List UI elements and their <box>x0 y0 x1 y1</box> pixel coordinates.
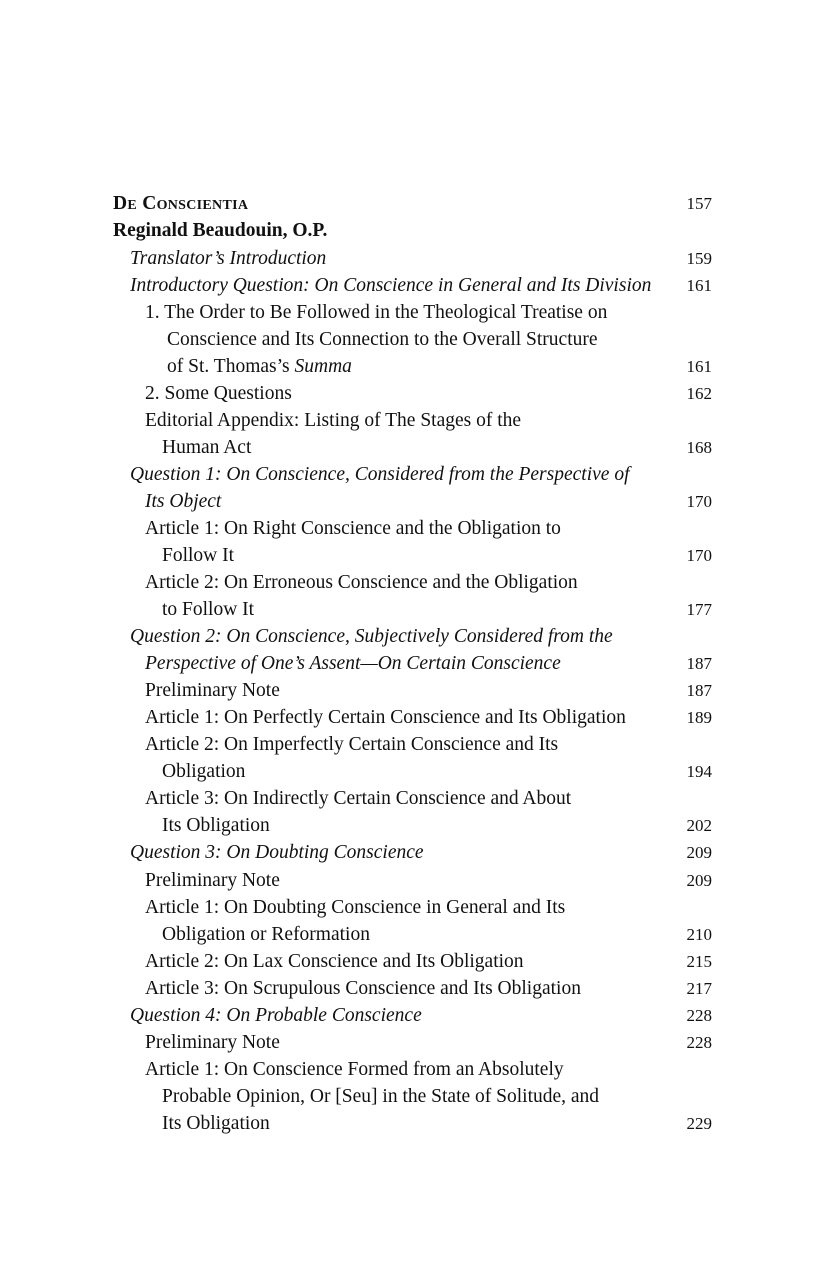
toc-entry-text: Obligation <box>162 761 246 782</box>
toc-entry-text: Article 3: On Indirectly Certain Conscience and About <box>145 788 572 809</box>
toc-entry <box>145 299 607 380</box>
toc-entry-author <box>113 217 327 244</box>
toc-entry-text: Article 1: On Doubting Conscience in General and Its <box>145 897 566 918</box>
toc-entry-text: De Conscientia <box>113 193 249 214</box>
toc-entry-text: Article 2: On Erroneous Conscience and the Obligation <box>145 572 578 593</box>
page-number: 162 <box>686 384 712 403</box>
page-number: 229 <box>686 1114 712 1133</box>
page-number: 202 <box>686 816 712 835</box>
toc-entry-text: Article 1: On Right Conscience and the Obligation to <box>145 518 561 539</box>
page-number: 187 <box>686 654 712 673</box>
toc-entry <box>145 515 561 569</box>
toc-entry <box>145 948 524 975</box>
toc-entry <box>145 894 565 948</box>
toc-entry-text: Question 3: On Doubting Conscience <box>130 842 424 863</box>
toc-entry-text: 2. Some Questions <box>145 383 292 404</box>
page-number: 217 <box>686 979 712 998</box>
page-number: 157 <box>686 194 712 213</box>
toc-entry <box>145 975 581 1002</box>
toc-entry <box>130 245 326 272</box>
toc-entry <box>145 785 571 839</box>
toc-entry-text: Translator’s Introduction <box>130 248 327 269</box>
toc-entry-text: Introductory Question: On Conscience in General and Its Division <box>130 275 652 296</box>
page-number: 228 <box>686 1006 712 1025</box>
toc-entry <box>145 1029 280 1056</box>
toc-entry-text: Article 1: On Perfectly Certain Conscience and Its Obligation <box>145 707 626 728</box>
toc-entry <box>145 731 558 785</box>
toc-entry-text: Its Obligation <box>162 815 270 836</box>
toc-entry-text: to Follow It <box>162 599 255 620</box>
page-number: 161 <box>686 276 712 295</box>
page-number: 170 <box>686 492 712 511</box>
toc-entry <box>130 1002 422 1029</box>
toc-entry-text: Article 3: On Scrupulous Conscience and Its Obligation <box>145 978 581 999</box>
page-number: 209 <box>686 843 712 862</box>
toc-entry-text: Article 1: On Conscience Formed from an Absolutely <box>145 1059 564 1080</box>
toc-entry-text: Preliminary Note <box>145 680 280 701</box>
toc-entry-text: Reginald Beaudouin, O.P. <box>113 220 328 241</box>
toc-entry-text-line <box>145 353 607 380</box>
toc-entry-text: of St. Thomas’s <box>167 356 295 377</box>
toc-entry-text: Perspective of One’s Assent—On Certain Conscience <box>145 653 561 674</box>
toc-entry <box>145 677 280 704</box>
toc-entry-text: Probable Opinion, Or [Seu] in the State of Solitude, and <box>162 1086 600 1107</box>
page-number: 209 <box>686 871 712 890</box>
toc-entry-text: Question 1: On Conscience, Considered from the Perspective of <box>130 464 630 485</box>
toc-entry <box>130 461 630 515</box>
toc-entry-text: Editorial Appendix: Listing of The Stages of the <box>145 410 522 431</box>
toc-entry-text: Question 2: On Conscience, Subjectively Considered from the <box>130 626 613 647</box>
page-number: 159 <box>686 249 712 268</box>
page-number: 161 <box>686 357 712 376</box>
toc-entry <box>145 380 292 407</box>
toc-entry-text: Preliminary Note <box>145 870 280 891</box>
page-number: 187 <box>686 681 712 700</box>
toc-entry <box>145 569 578 623</box>
toc-entry-text: Follow It <box>162 545 235 566</box>
toc-entry-text: Its Object <box>145 491 222 512</box>
toc-entry <box>145 867 280 894</box>
toc-entry-text: Question 4: On Probable Conscience <box>130 1005 422 1026</box>
toc-entry <box>145 704 626 731</box>
toc-entry-text: Its Obligation <box>162 1113 270 1134</box>
page-number: 194 <box>686 762 712 781</box>
toc-entry <box>145 407 521 461</box>
page-number: 177 <box>686 600 712 619</box>
page-number: 168 <box>686 438 712 457</box>
toc-entry-text: Human Act <box>162 437 252 458</box>
toc-entry-text: Obligation or Reformation <box>162 924 370 945</box>
toc-entry-emphasis: Summa <box>294 356 352 377</box>
toc-entry <box>145 1056 599 1137</box>
toc-entry-text: 1. The Order to Be Followed in the Theological Treatise on <box>145 302 608 323</box>
toc-entry-text: Preliminary Note <box>145 1032 280 1053</box>
page-number: 170 <box>686 546 712 565</box>
toc-entry <box>130 623 613 677</box>
toc-entry-text: Article 2: On Imperfectly Certain Conscience and Its <box>145 734 559 755</box>
page-number: 189 <box>686 708 712 727</box>
toc-entry-text: Article 2: On Lax Conscience and Its Obligation <box>145 951 524 972</box>
toc-entry <box>130 839 424 866</box>
page-number: 210 <box>686 925 712 944</box>
toc-entry-part-title <box>113 190 248 217</box>
page-number: 215 <box>686 952 712 971</box>
page-number: 228 <box>686 1033 712 1052</box>
toc-entry-text: Conscience and Its Connection to the Overall Structure <box>167 329 598 350</box>
toc-entry <box>130 272 651 299</box>
